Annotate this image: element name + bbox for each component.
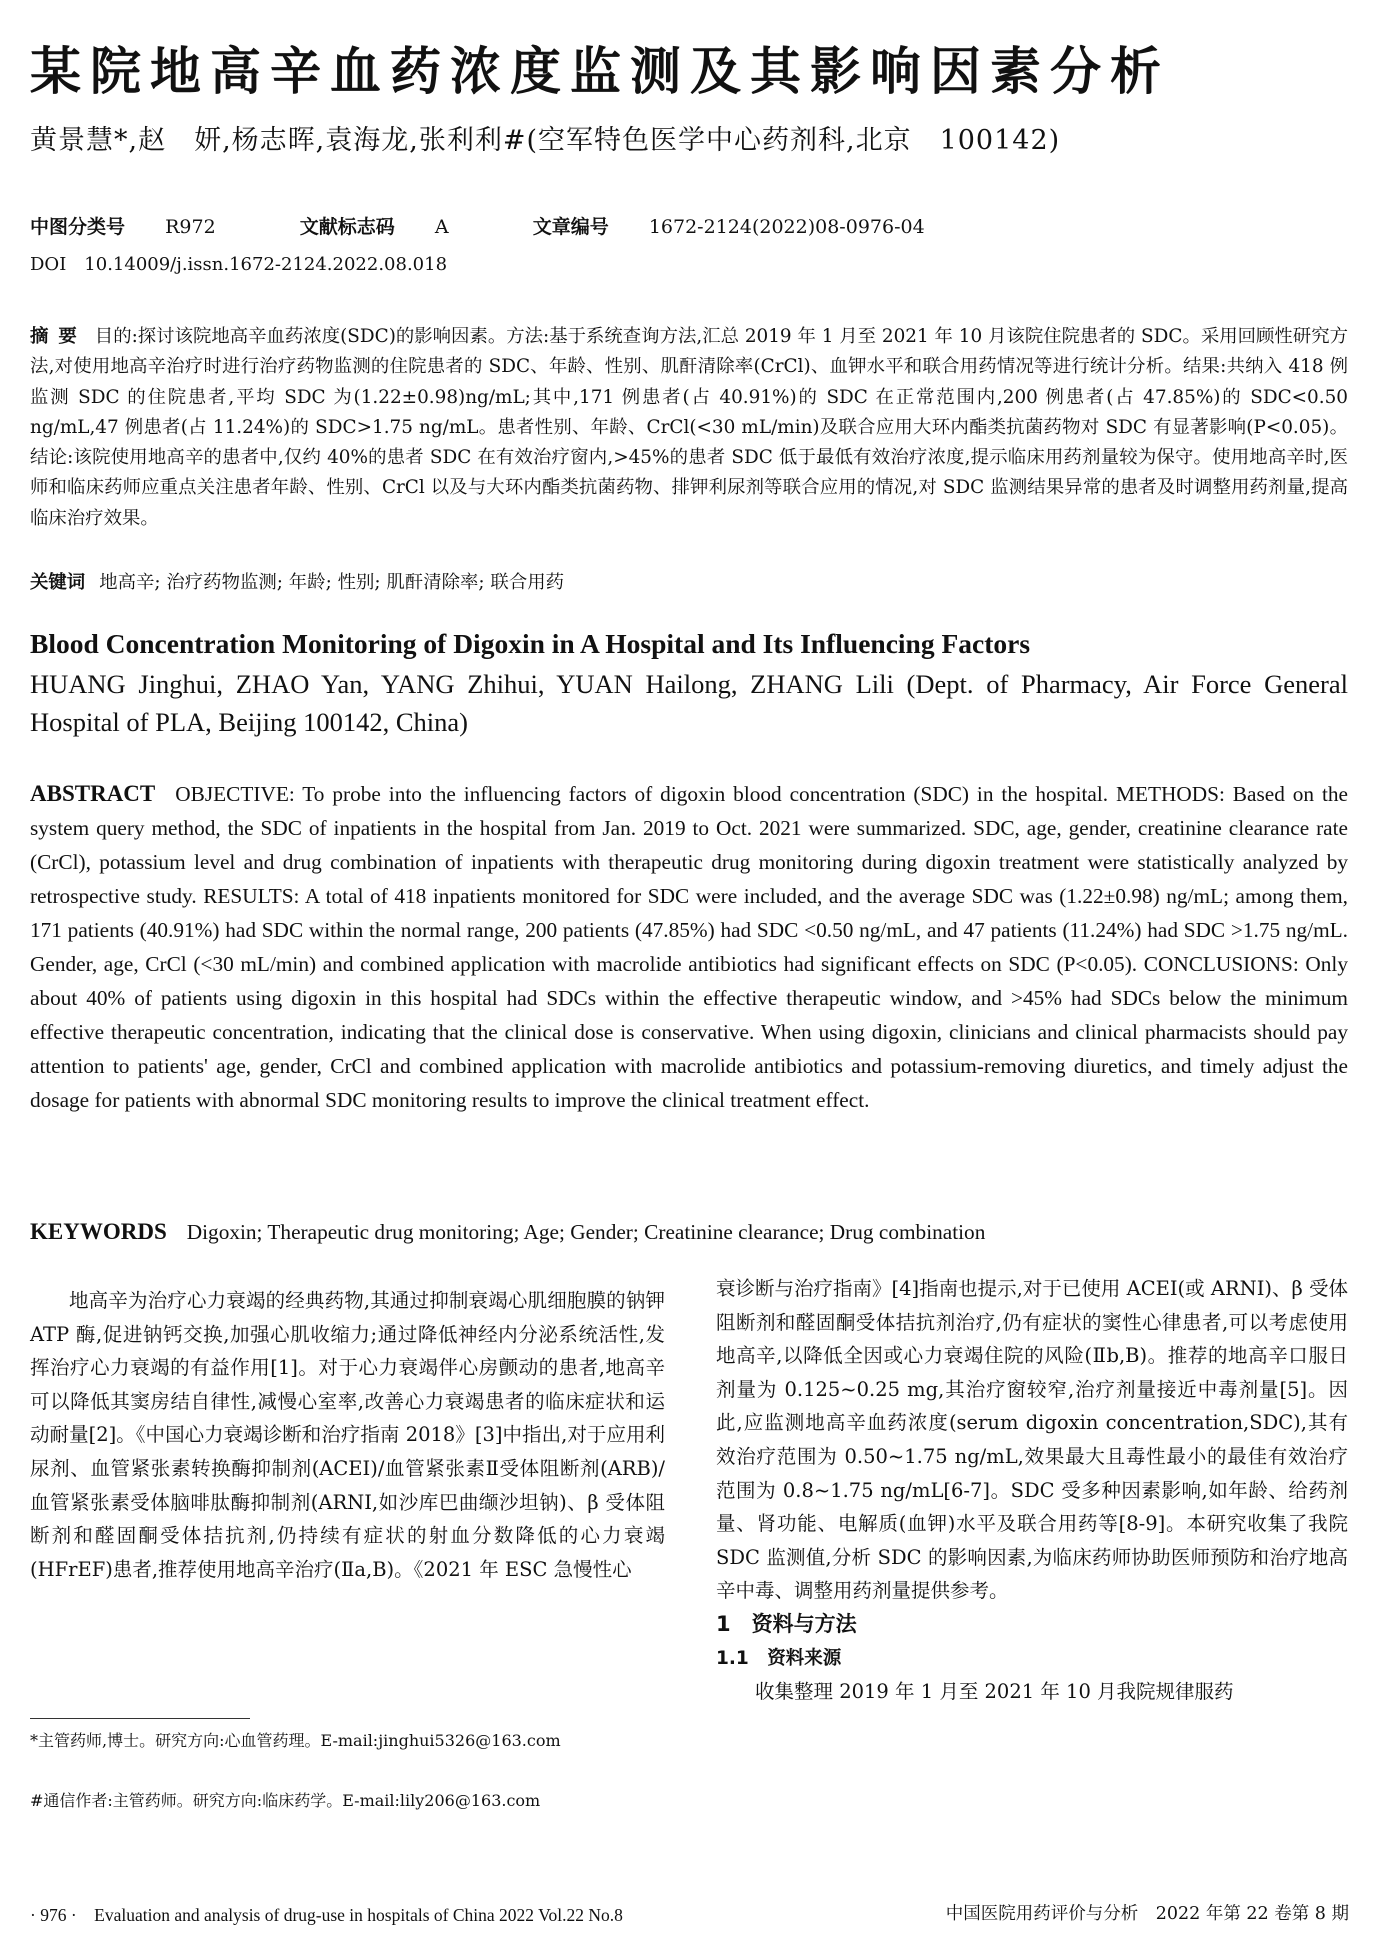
body-paragraph-data-source: 收集整理 2019 年 1 月至 2021 年 10 月我院规律服药 (755, 1680, 1234, 1704)
author-line-zh: 黄景慧*,赵 妍,杨志晖,袁海龙,张利利#(空军特色医学中心药剂科,北京 100142) (30, 125, 1061, 156)
keywords-en-label: KEYWORDS (30, 1219, 167, 1244)
footnote-divider (30, 1718, 250, 1719)
doc-code-label: 文献标志码 (299, 216, 395, 238)
article-no-label: 文章编号 (532, 216, 609, 238)
page-footer-left: · 976 · Evaluation and analysis of drug-use in hospitals of China 2022 Vol.22 No.8 (30, 1905, 623, 1925)
clc-label: 中图分类号 (30, 216, 126, 238)
article-title-zh: 某院地高辛血药浓度监测及其影响因素分析 (30, 42, 1171, 102)
doi-line: DOI 10.14009/j.issn.1672-2124.2022.08.018 (30, 254, 448, 275)
keywords-zh-label: 关键词 (30, 572, 86, 593)
body-column-right (716, 1272, 1348, 1709)
abstract-en (30, 777, 1348, 1117)
body-paragraph-continued: 衰诊断与治疗指南》[4]指南也提示,对于已使用 ACEI(或 ARNI)、β 受体阻断剂和醛固酮受体拮抗剂治疗,仍有症状的窦性心律患者,可以考虑使用地高辛,以降低全因或心力衰竭住院的风险(Ⅱb,B)。推荐的地高辛口服日剂量为 0.125~0.25 mg,其治疗窗较窄,治疗剂量接近中毒剂量[5]。因此,应监测地高辛血药浓度(serum digoxin concentration,SDC),其有效治疗范围为 0.50~1.75 ng/mL,效果最大且毒性最小的最佳有效治疗范围为 0.8~1.75 ng/mL[6-7]。SDC 受多种因素影响,如年龄、给药剂量、肾功能、电解质(血钾)水平及联合用药等[8-9]。本研究收集了我院 SDC 监测值,分析 SDC 的影响因素,为临床药师协助医师预防和治疗地高辛中毒、调整用药剂量提供参考。 (716, 1277, 1348, 1603)
footnote-corresponding: #通信作者:主管药师。研究方向:临床药学。E-mail:lily206@163.com (30, 1791, 541, 1810)
keywords-zh (30, 568, 1348, 594)
body-column-left (30, 1284, 665, 1586)
article-no-value: 1672-2124(2022)08-0976-04 (648, 216, 925, 238)
keywords-en (30, 1219, 1348, 1245)
section-heading-1-1: 1.1 资料来源 (716, 1647, 842, 1669)
abstract-en-label: ABSTRACT (30, 781, 156, 806)
page-footer-right: 中国医院用药评价与分析 2022 年第 22 卷第 8 期 (945, 1904, 1349, 1924)
section-heading-1: 1 资料与方法 (716, 1611, 857, 1636)
abstract-zh (30, 322, 1348, 534)
doc-code-value: A (434, 216, 449, 238)
article-title-en: Blood Concentration Monitoring of Digoxin in A Hospital and Its Influencing Factors (30, 628, 1031, 659)
abstract-zh-label: 摘要 (30, 326, 87, 347)
body-paragraph-intro: 地高辛为治疗心力衰竭的经典药物,其通过抑制衰竭心肌细胞膜的钠钾 ATP 酶,促进钠钙交换,加强心肌收缩力;通过降低神经内分泌系统活性,发挥治疗心力衰竭的有益作用[1]。对于心力衰竭伴心房颤动的患者,地高辛可以降低其窦房结自律性,减慢心室率,改善心力衰竭患者的临床症状和运动耐量[2]。《中国心力衰竭诊断和治疗指南 2018》[3]中指出,对于应用利尿剂、血管紧张素转换酶抑制剂(ACEI)/血管紧张素Ⅱ受体阻断剂(ARB)/血管紧张素受体脑啡肽酶抑制剂(ARNI,如沙库巴曲缬沙坦钠)、β 受体阻断剂和醛固酮受体拮抗剂,仍持续有症状的射血分数降低的心力衰竭(HFrEF)患者,推荐使用地高辛治疗(Ⅱa,B)。《2021 年 ESC 急慢性心 (30, 1289, 665, 1581)
keywords-zh-text: 地高辛; 治疗药物监测; 年龄; 性别; 肌酐清除率; 联合用药 (99, 572, 564, 593)
abstract-en-text: OBJECTIVE: To probe into the influencing factors of digoxin blood concentration (SDC) in the hospital. METHODS: Based on the system query method, the SDC of inpatients in the hospital from Jan. 2019 to Oct. 2021 were summarized. SDC, age, gender, creatinine clearance rate (CrCl), potassium level and drug combination of inpatients with therapeutic drug monitoring during digoxin treatment were statistically analyzed by retrospective study. RESULTS: A total of 418 inpatients monitored for SDC were included, and the average SDC was (1.22±0.98) ng/mL; among them, 171 patients (40.91%) had SDC within the normal range, 200 patients (47.85%) had SDC <0.50 ng/mL, and 47 patients (11.24%) had SDC >1.75 ng/mL. Gender, age, CrCl (<30 mL/min) and combined application with macrolide antibiotics had significant effects on SDC (P<0.05). CONCLUSIONS: Only about 40% of patients using digoxin in this hospital had SDCs within the effective therapeutic window, and >45% had SDCs below the minimum effective therapeutic concentration, indicating that the clinical dose is conservative. When using digoxin, clinicians and clinical pharmacists should pay attention to patients' age, gender, CrCl and combined application with macrolide antibiotics and potassium-removing diuretics, and timely adjust the dosage for patients with abnormal SDC monitoring results to improve the clinical treatment effect. (30, 782, 1348, 1112)
footnote-author: *主管药师,博士。研究方向:心血管药理。E-mail:jinghui5326@163.com (30, 1731, 561, 1750)
keywords-en-text: Digoxin; Therapeutic drug monitoring; Age; Gender; Creatinine clearance; Drug combination (186, 1220, 986, 1244)
clc-value: R972 (165, 216, 216, 238)
author-line-en: HUANG Jinghui, ZHAO Yan, YANG Zhihui, YUAN Hailong, ZHANG Lili (Dept. of Pharmacy, Air Force General Hospital of PLA, Beijing 100142, China) (30, 669, 1348, 737)
abstract-zh-text: 目的:探讨该院地高辛血药浓度(SDC)的影响因素。方法:基于系统查询方法,汇总 2019 年 1 月至 2021 年 10 月该院住院患者的 SDC。采用回顾性研究方法,对使用地高辛治疗时进行治疗药物监测的住院患者的 SDC、年龄、性别、肌酐清除率(CrCl)、血钾水平和联合用药情况等进行统计分析。结果:共纳入 418 例监测 SDC 的住院患者,平均 SDC 为(1.22±0.98)ng/mL;其中,171 例患者(占 40.91%)的 SDC 在正常范围内,200 例患者(占 47.85%)的 SDC<0.50 ng/mL,47 例患者(占 11.24%)的 SDC>1.75 ng/mL。患者性别、年龄、CrCl(<30 mL/min)及联合应用大环内酯类抗菌药物对 SDC 有显著影响(P<0.05)。结论:该院使用地高辛的患者中,仅约 40%的患者 SDC 在有效治疗窗内,>45%的患者 SDC 低于最低有效治疗浓度,提示临床用药剂量较为保守。使用地高辛时,医师和临床药师应重点关注患者年龄、性别、CrCl 以及与大环内酯类抗菌药物、排钾利尿剂等联合应用的情况,对 SDC 监测结果异常的患者及时调整用药剂量,提高临床治疗效果。 (30, 326, 1348, 529)
classification-line (30, 212, 925, 239)
